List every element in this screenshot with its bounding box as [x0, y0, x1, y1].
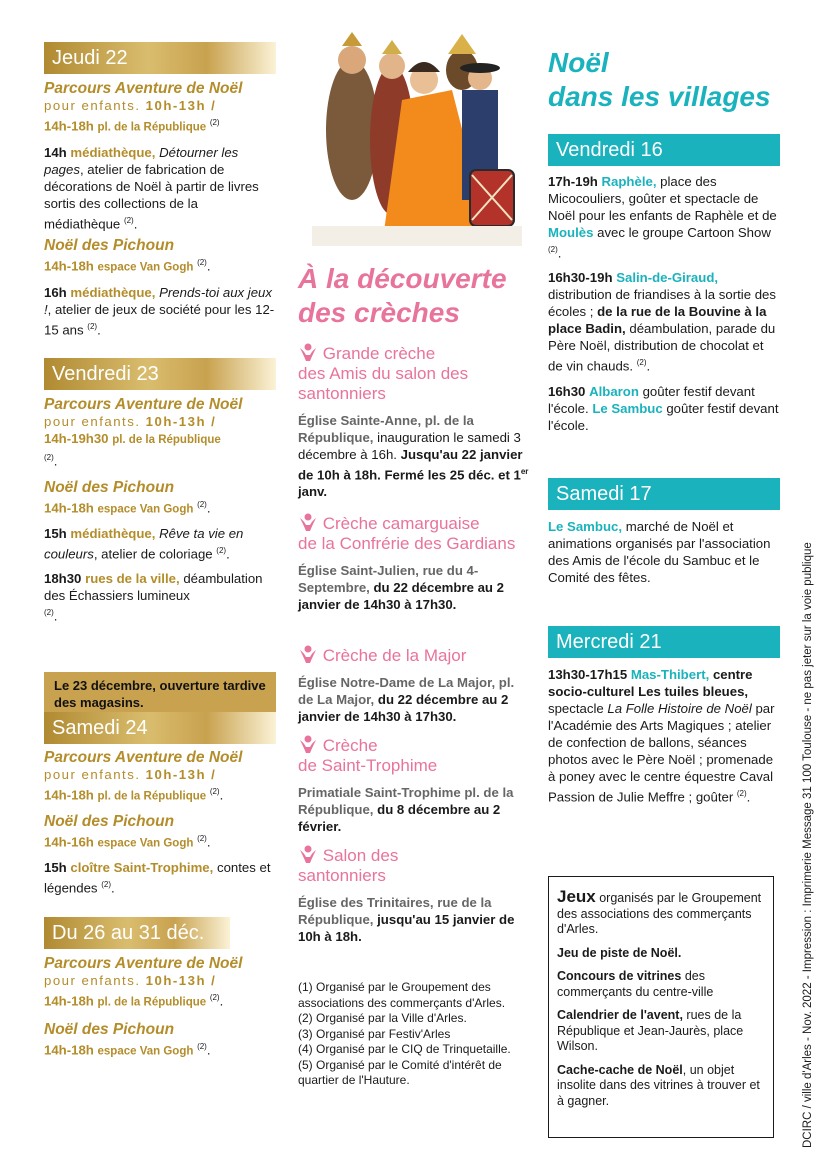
creche-dates: Jusqu'au 22 janvier de 10h à 18h. Fermé les 25 déc. et 1 — [298, 447, 523, 483]
jeux-item: Cache-cache de Noël — [557, 1062, 683, 1077]
event-text: , atelier de coloriage — [93, 546, 213, 562]
villages-title-line-2: dans les villages — [548, 81, 771, 112]
event-time: 14h — [44, 145, 67, 161]
event-text: avec le groupe Cartoon Show — [597, 225, 771, 240]
footnote: (3) Organisé par Festiv'Arles — [298, 1026, 451, 1041]
angel-icon — [298, 844, 318, 864]
event-venue: centre socio-culturel Les tuiles bleues, — [548, 667, 753, 699]
event-time: 14h-18h — [44, 1042, 94, 1058]
event-text: , atelier de jeux de société pour les 12-15 ans — [44, 302, 275, 338]
creche-name: Crèche de la Major — [322, 646, 467, 665]
event-place: pl. de la République — [112, 434, 221, 446]
creche-name: Salon des — [322, 846, 399, 865]
event-route: de la rue de la Bouvine à la place Badin, — [548, 304, 767, 337]
event-place: médiathèque, — [70, 145, 156, 161]
event-time: 10h-13h / — [145, 767, 217, 782]
day-header-samedi-24: Samedi 24 — [44, 712, 276, 744]
event-time: 15h — [44, 859, 67, 875]
event-title: Détourner les pages — [44, 145, 239, 178]
footnote: (5) Organisé par le Comité d'intérêt de quartier de l'Hauture. — [298, 1057, 502, 1087]
event-time: 14h-18h — [44, 500, 94, 516]
event-time: 14h-18h — [44, 258, 94, 274]
event-place: espace Van Gogh — [97, 837, 194, 850]
event-title: La Folle Histoire de Noël — [607, 701, 752, 716]
event-time: 17h-19h — [548, 174, 598, 189]
footnote-ref: (2) — [636, 358, 647, 368]
event-block-du-26: Parcours Aventure de Noël pour enfants. 10h-13h / 14h-18h pl. de la République $^{(2)}$. Noël des Pichoun 14h-18h espace Van Gogh $^{(2)}$. — [44, 955, 276, 1061]
event-text: marché de Noël et animations organisés par l'association des Amis de l'école du Sambuc et le Comité des fêtes. — [548, 519, 771, 585]
footnote: (2) Organisé par la Ville d'Arles. — [298, 1011, 467, 1025]
event-place: espace Van Gogh — [97, 1045, 194, 1058]
event-block-vendredi-16: 17h-19h Raphèle, place des Micocouliers, goûter et spectacle de Noël pour les enfants de Raphèle et de Moulès avec le groupe Cartoon Show $^{(2)}$. 16h30-19h Salin-de-Giraud, distribution de friandises à la sortie des écoles ; de la rue de la Bouvine à la place Badin, déambulation, parade du Père Noël, distribution de chocolat et de vin chauds. $^{(2)}$. 16h30 Albaron goûter festif devant l'école. Le Sambuc goûter festif devant l'école. — [548, 174, 779, 433]
event-place: Moulès — [548, 225, 594, 240]
footnote-ref: (2) — [44, 453, 54, 462]
creche-1 — [298, 342, 530, 500]
event-title: Noël des Pichoun — [44, 1021, 175, 1039]
event-time: 18h30 — [44, 571, 82, 587]
event-place: Salin-de-Giraud, — [616, 270, 719, 286]
angel-icon — [298, 734, 318, 754]
event-time: 16h — [44, 285, 67, 301]
creche-name-line-2: de la Confrérie des Gardians — [298, 534, 516, 553]
event-title: Noël des Pichoun — [44, 236, 175, 254]
day-header-mercredi-21: Mercredi 21 — [548, 626, 780, 658]
event-time: 10h-13h / — [145, 414, 217, 429]
footnote-ref: (2) — [209, 787, 220, 796]
creche-2 — [298, 512, 530, 613]
footnotes — [298, 980, 518, 1089]
creches-title-line-1: À la découverte — [298, 263, 507, 294]
event-text: déambulation, parade du Père Noël, distribution de chocolat et de vin chauds. — [548, 321, 776, 374]
footnote-ref: (2) — [197, 500, 207, 510]
creche-4 — [298, 734, 530, 835]
angel-icon — [298, 342, 318, 362]
event-text: par l'Académie des Arts Magiques ; atelier de confection de ballons, séances photos avec le Père Noël ; promenade à poney avec le centre équestre Caval Passion de Julie Meffre ; goûter — [548, 701, 775, 805]
creche-name-line-2: santonniers — [298, 866, 386, 885]
footnote-ref: (2) — [736, 789, 747, 798]
day-header-vendredi-16: Vendredi 16 — [548, 134, 780, 166]
day-header-du-26-au-31: Du 26 au 31 déc. — [44, 917, 230, 949]
footnote-ref: (2) — [123, 216, 134, 226]
event-text: pour enfants. — [44, 414, 141, 429]
creche-name: Crèche camarguaise — [322, 514, 480, 533]
event-time: 16h30 — [548, 383, 586, 399]
creche-text: inauguration le samedi 3 décembre à 16h. — [298, 430, 521, 462]
event-place: médiathèque, — [70, 285, 156, 301]
footnote-ref: (2) — [209, 993, 220, 1002]
event-time: 16h30-19h — [548, 270, 613, 286]
event-text: déambulation des Échassiers lumineux — [44, 571, 263, 604]
event-place: rues de la ville, — [85, 571, 180, 587]
creche-dates-end: janv. — [298, 484, 328, 500]
event-text: contes et légendes — [44, 859, 271, 896]
event-text: pour enfants. — [44, 98, 141, 113]
jeux-item-text: rues de la République et Jean-Jaurès, place Wilson. — [557, 1008, 744, 1053]
creche-place: Église Notre-Dame de La Major, pl. de La Major, — [298, 675, 515, 707]
event-place: médiathèque, — [70, 525, 156, 541]
event-title: Noël des Pichoun — [44, 479, 175, 497]
jeux-item-text: , un objet insolite dans des vitrines à trouver et à gagner. — [557, 1062, 760, 1108]
footnote-ref: (2) — [44, 608, 54, 618]
villages-title — [548, 46, 788, 114]
creche-dates: du 8 décembre au 2 février. — [298, 802, 501, 834]
event-title: Parcours Aventure de Noël — [44, 80, 243, 97]
jeux-box — [548, 876, 774, 1138]
footnote: (4) Organisé par le CIQ de Trinquetaille. — [298, 1042, 511, 1056]
event-place: Raphèle, — [601, 174, 657, 189]
creche-dates: du 22 décembre au 2 janvier de 14h30 à 17h30. — [298, 580, 504, 612]
superscript: er — [520, 467, 529, 476]
event-time: 14h-19h30 — [44, 431, 109, 446]
event-time: 10h-13h / — [145, 98, 217, 113]
event-block-samedi: Parcours Aventure de Noël pour enfants. 10h-13h / 14h-18h pl. de la République $^{(2)}$. Noël des Pichoun 14h-16h espace Van Gogh $^{(2)}$. 15h cloître Saint-Trophime, contes et légendes $^{(2)}$. — [44, 749, 276, 896]
print-credits: DCIRC / ville d'Arles - Nov. 2022 - Impression : Imprimerie Message 31 100 Toulouse - ne pas jeter sur la voie publique — [802, 542, 814, 1148]
footnote-ref: (2) — [548, 245, 558, 254]
angel-icon — [298, 512, 318, 532]
creche-place: Église Saint-Julien, rue du 4-Septembre, — [298, 563, 479, 595]
creche-dates: du 22 décembre au 2 janvier de 14h30 à 17h30. — [298, 692, 509, 724]
creche-place: Église Sainte-Anne, pl. de la République, — [298, 413, 474, 445]
creche-name-line-2: des Amis du salon des santonniers — [298, 364, 469, 403]
event-title: Noël des Pichoun — [44, 813, 175, 831]
footnote-ref: (2) — [209, 118, 220, 127]
jeux-item-text: des commerçants du centre-ville — [557, 969, 714, 999]
creche-3 — [298, 644, 530, 725]
footnote-ref: (2) — [101, 879, 111, 889]
event-place: cloître Saint-Trophime, — [70, 859, 214, 875]
jeux-item: Jeu de piste de Noël. — [557, 945, 682, 960]
event-place: pl. de la République — [97, 121, 207, 134]
jeux-title: Jeux — [557, 887, 596, 906]
event-text: pour enfants. — [44, 767, 141, 782]
event-text: place des Micocouliers, goûter et spectacle de Noël pour les enfants de Raphèle et de — [548, 174, 777, 223]
event-time: 15h — [44, 525, 67, 541]
footnote-ref: (2) — [197, 1042, 207, 1052]
creche-name: Grande crèche — [322, 344, 436, 363]
event-time: 10h-13h / — [145, 973, 217, 988]
footnote: (1) Organisé par le Groupement des associations des commerçants d'Arles. — [298, 980, 506, 1010]
villages-title-line-1: Noël — [548, 47, 609, 78]
day-header-vendredi-23: Vendredi 23 — [44, 358, 276, 390]
event-place: Albaron — [589, 383, 639, 399]
footnote-ref: (2) — [87, 322, 98, 332]
event-place: espace Van Gogh — [97, 503, 194, 516]
event-title: Parcours Aventure de Noël — [44, 749, 243, 766]
event-title: Parcours Aventure de Noël — [44, 955, 243, 972]
event-time: 13h30-17h15 — [548, 667, 628, 682]
footnote-ref: (2) — [197, 257, 207, 267]
event-title: Prends-toi aux jeux ! — [44, 285, 272, 318]
event-block-jeudi: Parcours Aventure de Noël pour enfants. 10h-13h / 14h-18h pl. de la République $^{(2)}$ 14h médiathèque, Détourner les pages, atelier de fabrication de décorations de Noël à partir de livres sortis des collections de la médiathèque $^{(2)}$. Noël des Pichoun 14h-18h espace Van Gogh $^{(2)}$. 16h médiathèque, Prends-toi aux jeux !, atelier de jeux de société pour les 12-15 ans $^{(2)}$. — [44, 80, 275, 338]
event-block-mercredi-21: 13h30-17h15 Mas-Thibert, centre socio-culturel Les tuiles bleues, spectacle La Folle Histoire de Noël par l'Académie des Arts Magiques ; atelier de confection de ballons, séances photos avec le Père Noël ; promenade à poney avec le centre équestre Caval Passion de Julie Meffre ; goûter $^{(2)}$. — [548, 667, 775, 805]
event-place: Le Sambuc, — [548, 519, 623, 534]
event-time: 14h-16h — [44, 834, 94, 850]
creche-place: Primatiale Saint-Trophime pl. de la République, — [298, 785, 514, 817]
creche-dates: jusqu'au 15 janvier de 10h à 18h. — [298, 912, 515, 944]
jeux-item: Concours de vitrines — [557, 969, 682, 983]
event-time: 14h-18h — [44, 993, 94, 1009]
event-block-samedi-17 — [548, 518, 780, 586]
event-text: pour enfants. — [44, 973, 141, 988]
creche-name-line-2: de Saint-Trophime — [298, 756, 438, 775]
event-title: Rêve ta vie en couleurs — [44, 525, 244, 562]
event-place: espace Van Gogh — [97, 261, 194, 274]
late-opening-notice: Le 23 décembre, ouverture tardive des magasins. — [44, 672, 276, 716]
day-header-samedi-17: Samedi 17 — [548, 478, 780, 510]
footnote-ref: (2) — [197, 834, 207, 844]
event-time: 14h-18h — [44, 787, 94, 803]
creches-title-line-2: des crèches — [298, 297, 460, 328]
event-text: goûter festif devant l'école. — [548, 400, 779, 433]
event-place: Le Sambuc — [592, 400, 663, 416]
jeux-intro: organisés par le Groupement des associations des commerçants d'Arles. — [557, 891, 762, 936]
event-place: Mas-Thibert, — [630, 667, 710, 682]
event-place: pl. de la République — [97, 790, 207, 803]
event-text: goûter festif devant l'école. — [548, 383, 755, 416]
day-header-jeudi-22: Jeudi 22 — [44, 42, 276, 74]
jeux-item: Calendrier de l'avent, — [557, 1008, 683, 1022]
creche-5 — [298, 844, 530, 945]
creches-title — [298, 262, 538, 330]
event-place: pl. de la République — [97, 996, 207, 1009]
creche-name: Crèche — [322, 736, 378, 755]
event-time: 14h-18h — [44, 118, 94, 134]
event-text: spectacle — [548, 701, 604, 716]
event-text: distribution de friandises à la sortie des écoles ; — [548, 287, 776, 320]
event-block-vendredi: Parcours Aventure de Noël pour enfants. 10h-13h / 14h-19h30 pl. de la République $^{(2)}$. Noël des Pichoun 14h-18h espace Van Gogh $^{(2)}$. 15h médiathèque, Rêve ta vie en couleurs, atelier de coloriage $^{(2)}$. 18h30 rues de la ville, déambulation des Échassiers lumineux $^{(2)}$. — [44, 396, 276, 625]
santons-figurines-photo — [312, 30, 522, 246]
creche-place: Église des Trinitaires, rue de la République, — [298, 895, 492, 927]
footnote-ref: (2) — [216, 545, 227, 555]
event-title: Parcours Aventure de Noël — [44, 396, 243, 413]
angel-icon — [298, 644, 318, 664]
event-text: , atelier de fabrication de décorations de Noël à partir de livres sortis des collections de la médiathèque — [44, 162, 259, 232]
